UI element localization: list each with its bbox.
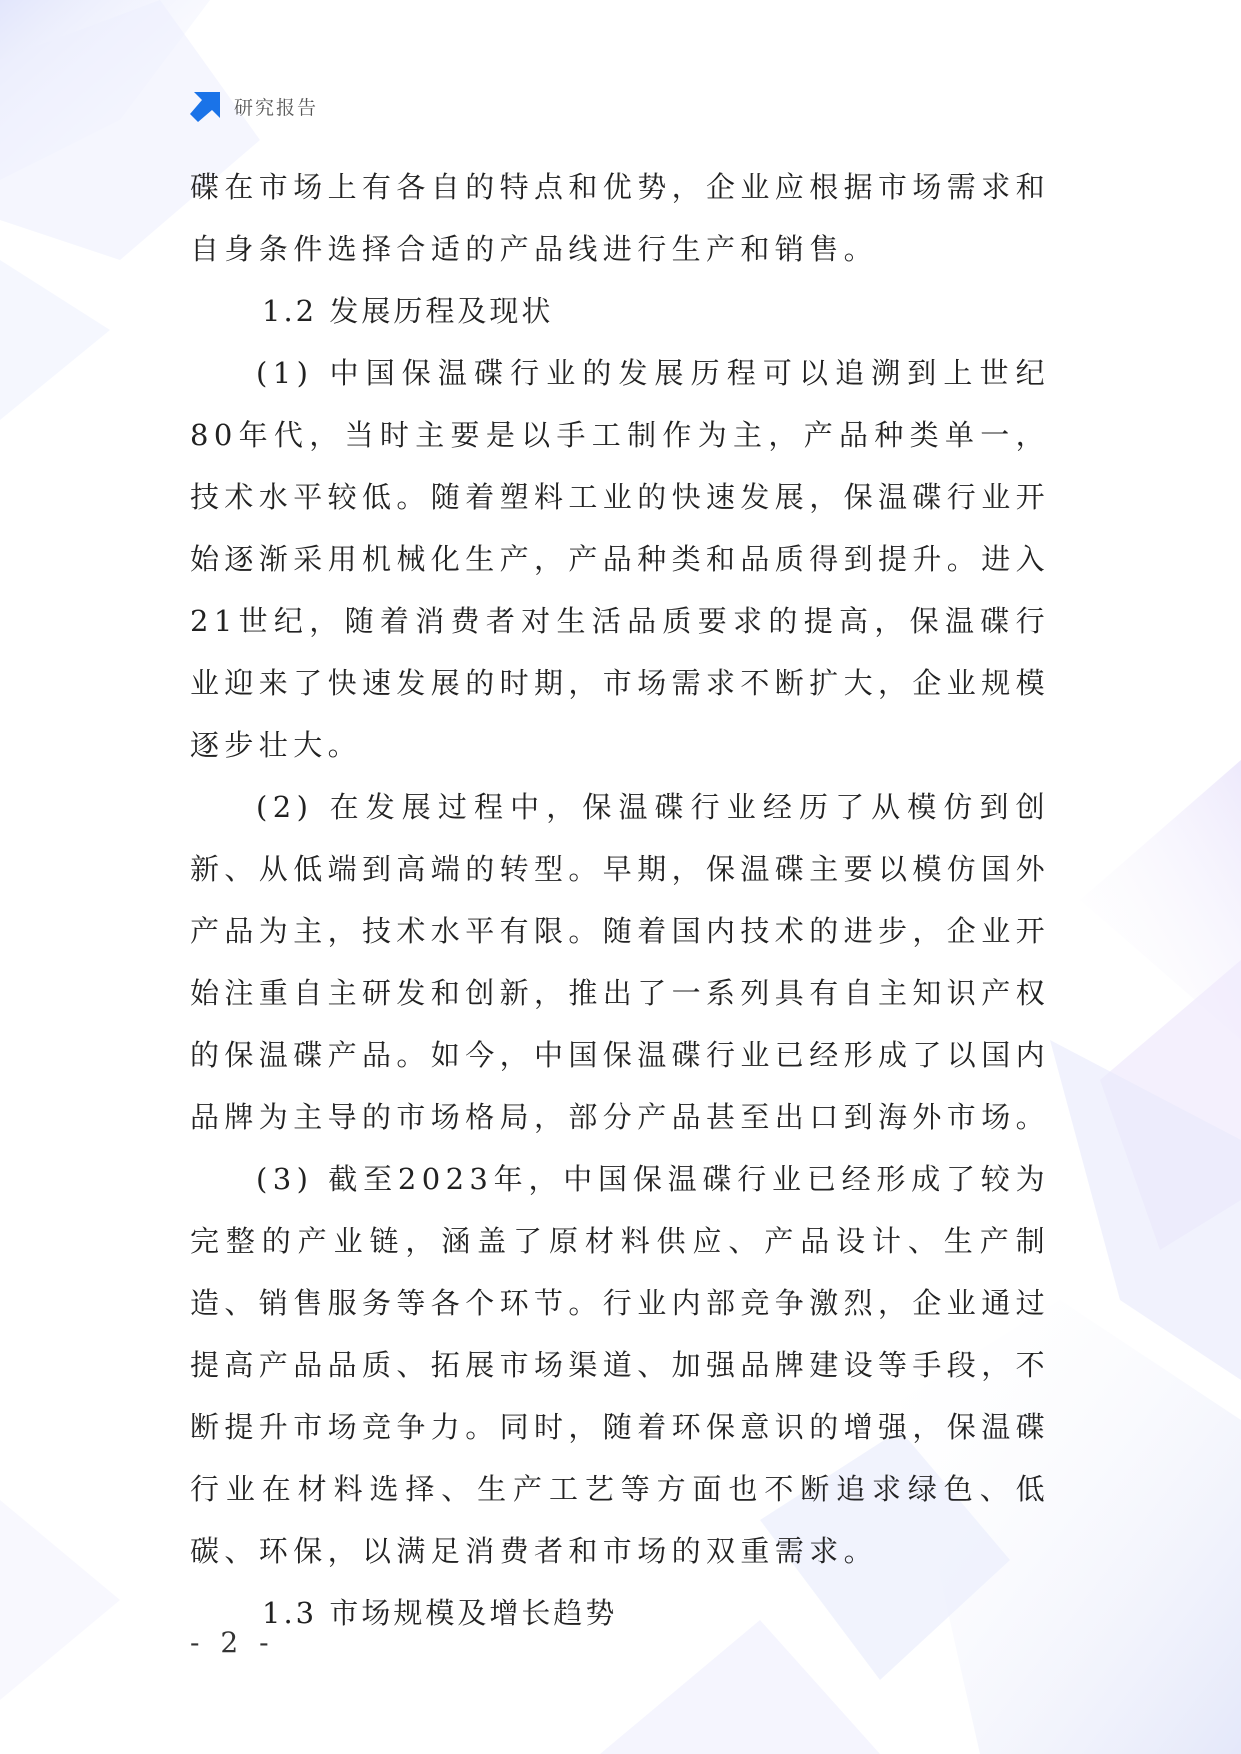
paragraph-intro: 碟在市场上有各自的特点和优势，企业应根据市场需求和自身条件选择合适的产品线进行生产和销售。 — [190, 170, 1051, 266]
document-body — [190, 156, 1050, 1644]
header-label: 研究报告 — [234, 96, 319, 119]
page-number: - 2 - — [190, 1626, 275, 1659]
report-header — [188, 88, 318, 124]
paragraph-2: (2) 在发展过程中，保温碟行业经历了从模仿到创新、从低端到高端的转型。早期，保温碟主要以模仿国外产品为主，技术水平有限。随着国内技术的进步，企业开始注重自主研发和创新，推出了一系列具有自主知识产权的保温碟产品。如今，中国保温碟行业已经形成了以国内品牌为主导的市场格局，部分产品甚至出口到海外市场。 — [190, 790, 1051, 1134]
paragraph-1: (1) 中国保温碟行业的发展历程可以追溯到上世纪80年代，当时主要是以手工制作为主，产品种类单一，技术水平较低。随着塑料工业的快速发展，保温碟行业开始逐渐采用机械化生产，产品种类和品质得到提升。进入21世纪，随着消费者对生活品质要求的提高，保温碟行业迎来了快速发展的时期，市场需求不断扩大，企业规模逐步壮大。 — [190, 356, 1051, 762]
section-heading-1-3: 1.3 市场规模及增长趋势 — [262, 1596, 618, 1630]
arrow-up-right-icon — [188, 88, 224, 124]
paragraph-3: (3) 截至2023年，中国保温碟行业已经形成了较为完整的产业链，涵盖了原材料供应、产品设计、生产制造、销售服务等各个环节。行业内部竞争激烈，企业通过提高产品品质、拓展市场渠道、加强品牌建设等手段，不断提升市场竞争力。同时，随着环保意识的增强，保温碟行业在材料选择、生产工艺等方面也不断追求绿色、低碳、环保，以满足消费者和市场的双重需求。 — [190, 1162, 1051, 1568]
section-heading-1-2: 1.2 发展历程及现状 — [262, 294, 554, 328]
